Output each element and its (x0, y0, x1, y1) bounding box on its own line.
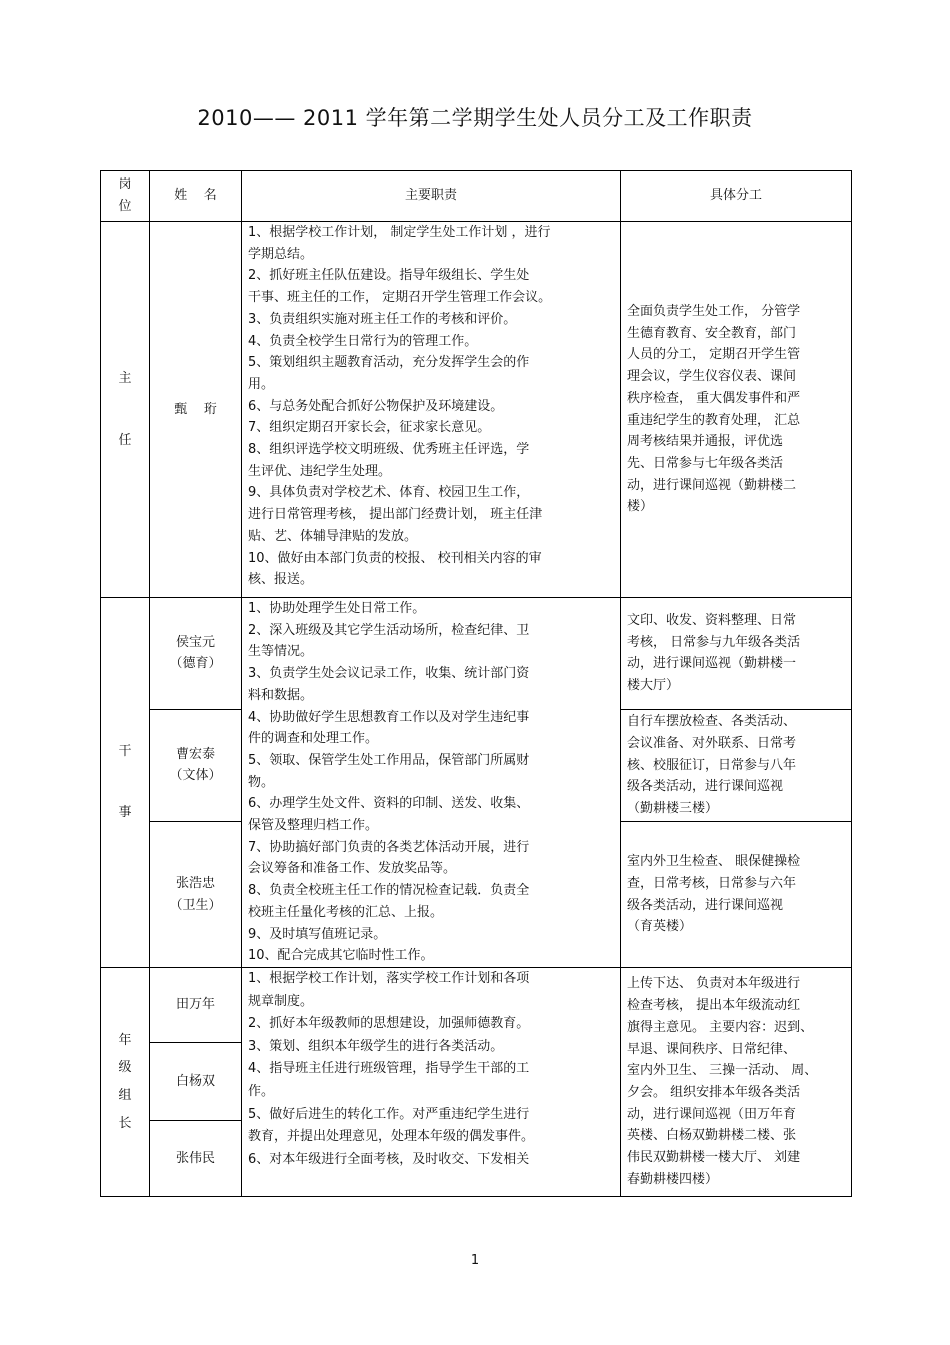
page-number: 1 (470, 1253, 480, 1268)
post-char: 长 (118, 1115, 132, 1131)
officer-name: 侯宝元 (175, 634, 215, 650)
grade-leader-name: 田万年 (150, 967, 242, 1042)
officer-row (101, 598, 852, 710)
header-post-char: 位 (118, 199, 132, 214)
officer-name: 曹宏泰 (175, 746, 215, 762)
header-post (101, 171, 150, 222)
officer-specific (621, 822, 852, 968)
post-grade-leaders (101, 967, 150, 1196)
grade-leader-duties-text: 1、根据学校工作计划，落实学校工作计划和各项 规章制度。 2、抓好本年级教师的思想建设，加强师德教育。 3、策划、组织本年级学生的进行各类活动。 4、指导班主任进行班级管理，指导学生干部的工 作。 5、做好后进生的转化工作。对严重违纪学生进行 教育，并提出处理意见，处理本年级的偶发事件。 6、对本年级进行全面考核，及时收交、下发相关 (248, 970, 535, 1167)
officer-name: 张浩忠 (175, 875, 215, 891)
header-duties: 主要职责 (242, 171, 621, 222)
officer-role: （文体） (169, 768, 222, 784)
header-post-char: 岗 (118, 177, 132, 193)
officer-specific-text: 文印、收发、资料整理、日常 考核， 日常参与九年级各类活 动，进行课间巡视（勤耕楼一 楼大厅） (627, 612, 801, 693)
officer-name-cell (150, 709, 242, 822)
post-char: 干 (118, 743, 132, 759)
grade-leader-duties (242, 967, 621, 1196)
document-title: 2010—— 2011 学年第二学期学生处人员分工及工作职责 (197, 106, 753, 130)
grade-leader-row (101, 967, 852, 1042)
grade-leader-name: 白杨双 (150, 1042, 242, 1120)
officer-specific (621, 598, 852, 710)
director-duties (242, 222, 621, 598)
post-char: 任 (118, 432, 132, 448)
officer-specific-text: 室内外卫生检查、 眼保健操检 查，日常考核，日常参与六年 级各类活动，进行课间巡视 （育英楼） (627, 854, 801, 935)
post-char: 主 (118, 370, 132, 386)
director-row (101, 222, 852, 598)
officer-name-cell (150, 822, 242, 968)
post-director (101, 222, 150, 598)
post-char: 组 (118, 1087, 132, 1103)
header-specific: 具体分工 (621, 171, 852, 222)
director-specific-text: 全面负责学生处工作， 分管学 生德育教育、安全教育，部门 人员的分工， 定期召开学生管 理会议，学生仪容仪表、课间 秩序检查， 重大偶发事件和严 重违纪学生的教育处理， 汇总 周考核结果并通报，评优选 先、日常参与七年级各类活 动，进行课间巡视（勤耕楼二 楼） (627, 303, 801, 515)
post-char: 事 (118, 805, 132, 821)
officer-specific (621, 709, 852, 822)
post-char: 年 (118, 1032, 132, 1048)
officer-name-cell (150, 598, 242, 710)
post-char: 级 (118, 1060, 132, 1076)
officer-role: （德育） (169, 656, 222, 672)
grade-leader-name: 张伟民 (150, 1120, 242, 1196)
officer-duties (242, 598, 621, 968)
officer-duties-text: 1、协助处理学生处日常工作。 2、深入班级及其它学生活动场所，检查纪律、卫 生等情况。 3、负责学生处会议记录工作，收集、统计部门资 料和数据。 4、协助做好学生思想教育工作以及对学生违纪事 件的调查和处理工作。 5、领取、保管学生处工作用品，保管部门所属财 物。 6、办理学生处文件、资料的印制、送发、收集、 保管及整理归档工作。 7、协助搞好部门负责的各类艺体活动开展，进行 会议筹备和准备工作、发放奖品等。 8、负责全校班主任工作的情况检查记载．负责全 校班主任量化考核的汇总、上报。 9、及时填写值班记录。 10、配合完成其它临时性工作。 (248, 601, 530, 964)
post-officers (101, 598, 150, 968)
director-name: 甄 珩 (150, 222, 242, 598)
director-specific (621, 222, 852, 598)
director-duties-text: 1、根据学校工作计划， 制定学生处工作计划 ，进行 学期总结。 2、抓好班主任队伍建设。指导年级组长、学生处 干事、班主任的工作， 定期召开学生管理工作会议。 3、负责组织实施对班主任工作的考核和评价。 4、负责全校学生日常行为的管理工作。 5、策划组织主题教育活动，充分发挥学生会的作 用。 6、与总务处配合抓好公物保护及环境建设。 7、组织定期召开家长会，征求家长意见。 8、组织评选学校文明班级、优秀班主任评选，学 生评优、违纪学生处理。 9、具体负责对学校艺术、体育、校园卫生工作， 进行日常管理考核， 提出部门经费计划， 班主任津 贴、艺、体辅导津贴的发放。 10、做好由本部门负责的校报、 校刊相关内容的审 核、报送。 (248, 225, 552, 588)
duty-table (100, 170, 852, 1197)
officer-specific-text: 自行车摆放检查、各类活动、 会议准备、对外联系、日常考 核、校服征订，日常参与八年 级各类活动，进行课间巡视 （勤耕楼三楼） (627, 714, 797, 816)
table-header-row (101, 171, 852, 222)
header-name: 姓 名 (150, 171, 242, 222)
grade-leader-specific-text: 上传下达、 负责对本年级进行 检查考核， 提出本年级流动红 旗得主意见。 主要内容：迟到、 早退、课间秩序、日常纪律、 室内外卫生、 三操一活动、 周、 夕会。 组织安排本年级各类活 动，进行课间巡视（田万年育 英楼、白杨双勤耕楼二楼、张 伟民双勤耕楼一楼大厅、 刘建 春勤耕楼四楼） (627, 976, 818, 1187)
grade-leader-specific (621, 967, 852, 1196)
officer-role: （卫生） (169, 897, 222, 913)
